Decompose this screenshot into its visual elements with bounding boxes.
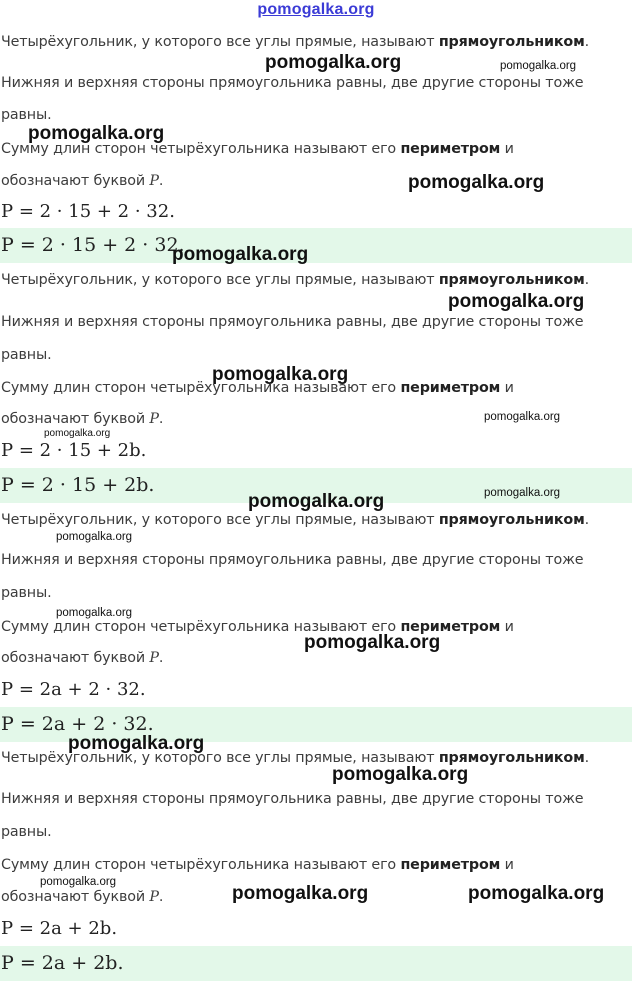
sides-statement-line1: Нижняя и верхняя стороны прямоугольника равны, две другие стороны тоже (1, 791, 584, 807)
watermark: pomogalka.org (212, 364, 349, 385)
perimeter-notation: обозначают буквой P. (1, 889, 164, 905)
watermark: pomogalka.org (40, 876, 117, 888)
formula: P = 2a + 2 · 32. (1, 679, 146, 700)
watermark: pomogalka.org (484, 487, 561, 499)
sides-statement-line2: равны. (1, 585, 52, 601)
perimeter-definition: Сумму длин сторон четырёхугольника называют его периметром и (1, 141, 514, 157)
perimeter-definition: Сумму длин сторон четырёхугольника называют его периметром и (1, 619, 514, 635)
watermark: pomogalka.org (172, 244, 309, 265)
site-title-link[interactable]: pomogalka.org (257, 1, 375, 18)
perimeter-definition: Сумму длин сторон четырёхугольника называют его периметром и (1, 857, 514, 873)
watermark: pomogalka.org (44, 428, 111, 439)
watermark: pomogalka.org (484, 411, 561, 423)
sides-statement-line2: равны. (1, 824, 52, 840)
formula-boxed: P = 2 · 15 + 2 · 32. (1, 234, 185, 256)
watermark: pomogalka.org (56, 531, 133, 543)
watermark: pomogalka.org (56, 607, 133, 619)
watermark: pomogalka.org (232, 883, 369, 904)
sides-statement-line1: Нижняя и верхняя стороны прямоугольника равны, две другие стороны тоже (1, 75, 584, 91)
watermark: pomogalka.org (265, 52, 402, 73)
watermark: pomogalka.org (332, 764, 469, 785)
sides-statement-line1: Нижняя и верхняя стороны прямоугольника равны, две другие стороны тоже (1, 314, 584, 330)
watermark: pomogalka.org (500, 60, 577, 72)
watermark: pomogalka.org (68, 733, 205, 754)
formula: P = 2 · 15 + 2 · 32. (1, 201, 175, 222)
perimeter-notation: обозначают буквой P. (1, 650, 164, 666)
formula: P = 2 · 15 + 2b. (1, 440, 147, 461)
sides-statement-line2: равны. (1, 107, 52, 123)
definition-rectangle: Четырёхугольник, у которого все углы прямые, называют прямоугольником. (1, 512, 590, 528)
watermark: pomogalka.org (28, 123, 165, 144)
sides-statement-line2: равны. (1, 347, 52, 363)
formula-boxed: P = 2a + 2b. (1, 952, 124, 974)
watermark: pomogalka.org (248, 491, 385, 512)
definition-rectangle: Четырёхугольник, у которого все углы прямые, называют прямоугольником. (1, 34, 590, 50)
watermark: pomogalka.org (408, 172, 545, 193)
watermark: pomogalka.org (448, 291, 585, 312)
watermark: pomogalka.org (468, 883, 605, 904)
formula-boxed: P = 2a + 2 · 32. (1, 713, 154, 735)
watermark: pomogalka.org (304, 632, 441, 653)
perimeter-notation: обозначают буквой P. (1, 411, 164, 427)
sides-statement-line1: Нижняя и верхняя стороны прямоугольника равны, две другие стороны тоже (1, 552, 584, 568)
definition-rectangle: Четырёхугольник, у которого все углы прямые, называют прямоугольником. (1, 750, 590, 766)
formula: P = 2a + 2b. (1, 918, 118, 939)
definition-rectangle: Четырёхугольник, у которого все углы прямые, называют прямоугольником. (1, 272, 590, 288)
formula-highlight (0, 228, 632, 263)
formula-boxed: P = 2 · 15 + 2b. (1, 474, 155, 496)
perimeter-notation: обозначают буквой P. (1, 173, 164, 189)
formula-highlight (0, 946, 632, 981)
perimeter-definition: Сумму длин сторон четырёхугольника называют его периметром и (1, 380, 514, 396)
